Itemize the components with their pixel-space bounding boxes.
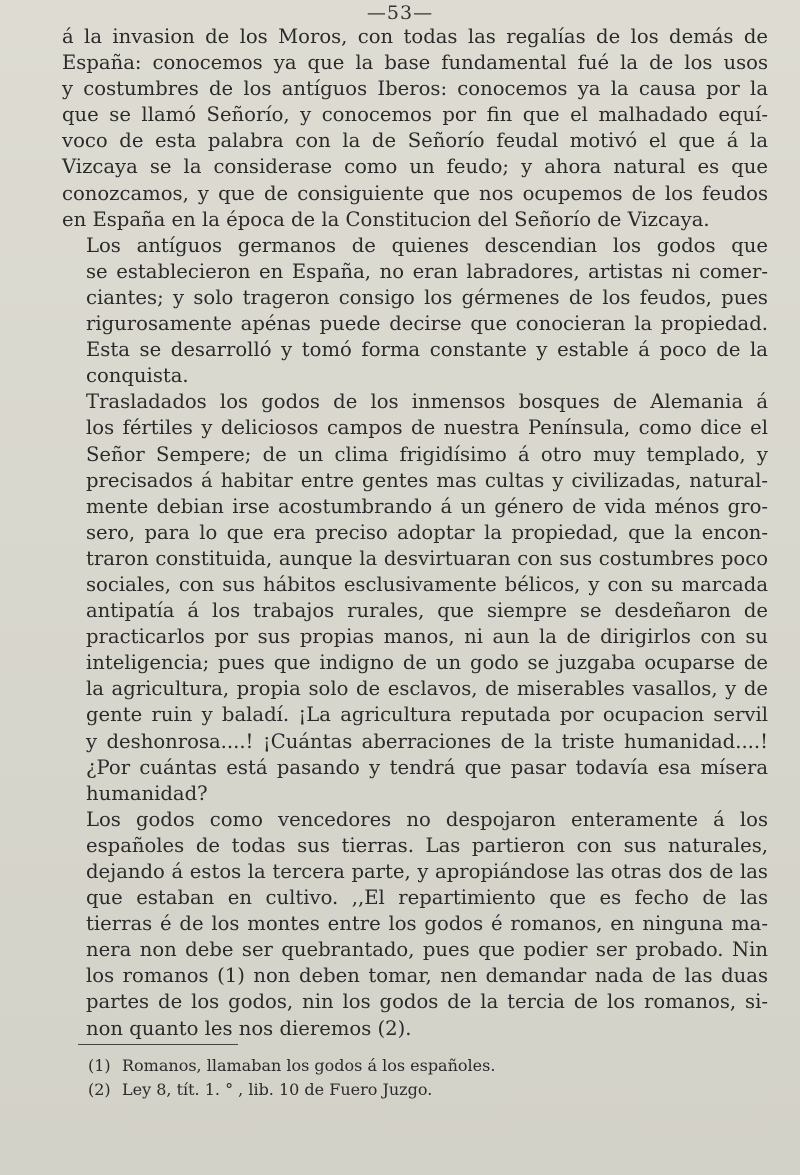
text-line: mente debian irse acostumbrando á un género de vida ménos gro- [86, 494, 768, 518]
text-line: se establecieron en España, no eran labradores, artistas ni comer- [86, 259, 768, 283]
text-line: los romanos (1) non deben tomar, nen demandar nada de las duas [86, 964, 768, 988]
paragraph [62, 24, 768, 233]
text-line: que se llamó Señorío, y conocemos por fin que el malhadado equí- [62, 103, 768, 127]
text-line: en España en la época de la Constitucion del Señorío de Vizcaya. [62, 207, 710, 231]
text-line: ciantes; y solo trageron consigo los gérmenes de los feudos, pues [86, 285, 768, 309]
text-line: sero, para lo que era preciso adoptar la propiedad, que la encon- [86, 520, 768, 544]
text-line: Vizcaya se la considerase como un feudo; y ahora natural es que [62, 155, 768, 179]
text-line: Señor Sempere; de un clima frigidísimo á otro muy templado, y [86, 442, 768, 466]
footnote-text: Romanos, llamaban los godos á los españoles. [122, 1056, 496, 1075]
page-number: —53— [366, 2, 434, 24]
footnote-text: Ley 8, tít. 1. ° , lib. 10 de Fuero Juzgo. [122, 1080, 433, 1099]
text-line: los fértiles y deliciosos campos de nuestra Península, como dice el [86, 416, 768, 440]
text-line: inteligencia; pues que indigno de un godo se juzgaba ocuparse de [86, 651, 768, 675]
footnotes [88, 1054, 688, 1102]
text-line: tierras é de los montes entre los godos é romanos, en ninguna ma- [86, 912, 768, 936]
text-line: ¿Por cuántas está pasando y tendrá que pasar todavía esa mísera [86, 755, 768, 779]
footnote [88, 1078, 688, 1102]
paragraph [62, 807, 768, 1042]
text-line: Trasladados los godos de los inmensos bosques de Alemania á [86, 390, 768, 414]
text-line: gente ruin y baladí. ¡La agricultura reputada por ocupacion servil [86, 703, 768, 727]
text-line: practicarlos por sus propias manos, ni aun la de dirigirlos con su [86, 625, 768, 649]
text-line: á la invasion de los Moros, con todas las regalías de los demás de [62, 25, 768, 48]
text-line: traron constituida, aunque la desvirtuaran con sus costumbres poco [86, 546, 768, 570]
paragraph [62, 389, 768, 807]
text-line: y costumbres de los antíguos Iberos: conocemos ya la causa por la [62, 77, 768, 101]
text-line: Esta se desarrolló y tomó forma constante y estable á poco de la [86, 338, 768, 362]
text-line: la agricultura, propia solo de esclavos, de miserables vasallos, y de [86, 677, 768, 701]
text-line: rigurosamente apénas puede decirse que conocieran la propiedad. [86, 312, 768, 336]
text-line: y deshonrosa....! ¡Cuántas aberraciones de la triste humanidad....! [86, 729, 768, 753]
text-line: España: conocemos ya que la base fundamental fué la de los usos [62, 51, 768, 75]
text-line: partes de los godos, nin los godos de la tercia de los romanos, si- [86, 990, 768, 1014]
text-line: Los antíguos germanos de quienes descendian los godos que [86, 233, 768, 257]
text-line: españoles de todas sus tierras. Las partieron con sus naturales, [86, 833, 768, 857]
footnote-number: (1) [88, 1056, 111, 1075]
text-line: voco de esta palabra con la de Señorío feudal motivó el que á la [62, 129, 768, 153]
text-line: sociales, con sus hábitos esclusivamente bélicos, y con su marcada [86, 572, 768, 596]
text-line: dejando á estos la tercera parte, y apropiándose las otras dos de las [86, 860, 768, 883]
body-text [62, 24, 768, 1042]
text-line: precisados á habitar entre gentes mas cultas y civilizadas, natural- [86, 468, 768, 492]
text-line: conquista. [86, 364, 189, 388]
text-line: que estaban en cultivo. ,,El repartimiento que es fecho de las [86, 886, 768, 910]
footnote [88, 1054, 688, 1078]
text-line: Los godos como vencedores no despojaron enteramente á los [86, 807, 768, 831]
text-line: nera non debe ser quebrantado, pues que podier ser probado. Nin [86, 938, 768, 962]
text-line: conozcamos, y que de consiguiente que nos ocupemos de los feudos [62, 181, 768, 205]
paragraph [62, 233, 768, 390]
footnote-divider [78, 1044, 238, 1045]
text-line: non quanto les nos dieremos (2). [86, 1016, 412, 1040]
text-line: antipatía á los trabajos rurales, que siempre se desdeñaron de [86, 599, 768, 623]
text-line: humanidad? [86, 781, 208, 805]
footnote-number: (2) [88, 1080, 111, 1099]
